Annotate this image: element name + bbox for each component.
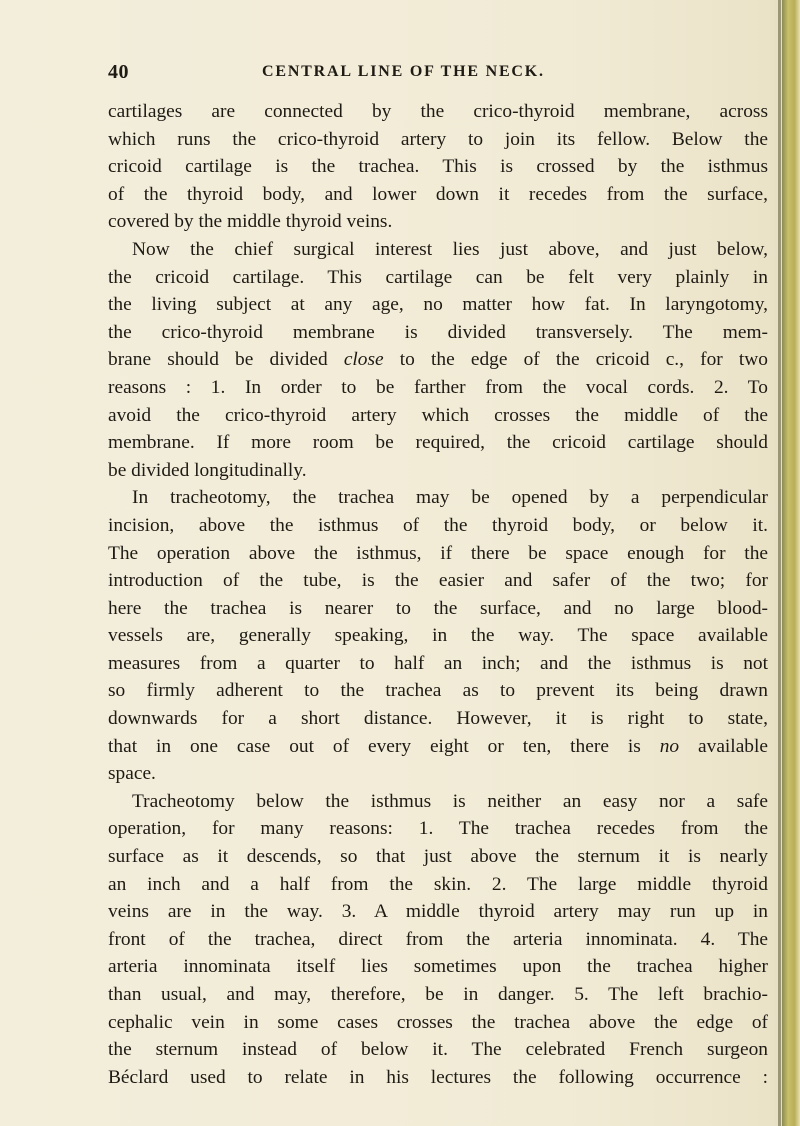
- text-line: vessels are, generally speaking, in the way. The space available: [108, 625, 768, 647]
- text-line: [108, 346, 768, 374]
- page-binding-edge: [782, 0, 800, 1126]
- italic-word: no: [659, 735, 680, 757]
- text-line: of the thyroid body, and lower down it recedes from the surface,: [108, 183, 768, 205]
- text-segment: to the edge of the cricoid c., for two: [383, 349, 768, 371]
- text-line: introduction of the tube, is the easier and safer of the two; for: [108, 570, 768, 592]
- text-line: measures from a quarter to half an inch; and the isthmus is not: [108, 652, 768, 674]
- text-line: the sternum instead of below it. The celebrated French surgeon: [108, 1039, 768, 1061]
- text-line: cephalic vein in some cases crosses the trachea above the edge of: [108, 1011, 768, 1033]
- italic-word: close: [343, 349, 384, 371]
- text-line: surface as it descends, so that just above the sternum it is nearly: [108, 846, 768, 868]
- text-line: space.: [108, 763, 156, 785]
- text-line: than usual, and may, therefore, be in danger. 5. The left brachio-: [108, 984, 768, 1005]
- text-line: veins are in the way. 3. A middle thyroid artery may run up in: [108, 901, 768, 923]
- text-line: reasons : 1. In order to be farther from the vocal cords. 2. To: [108, 376, 768, 398]
- text-line: Tracheotomy below the isthmus is neither an easy nor a safe: [132, 790, 768, 812]
- text-line: front of the trachea, direct from the arteria innominata. 4. The: [108, 928, 768, 950]
- page-edge-shadow: [778, 0, 781, 1126]
- text-line: an inch and a half from the skin. 2. The large middle thyroid: [108, 873, 768, 895]
- page-header: [0, 61, 780, 83]
- text-line: downwards for a short distance. However, it is right to state,: [108, 708, 768, 730]
- text-line: the crico-thyroid membrane is divided transversely. The mem-: [108, 321, 768, 343]
- text-line: be divided longitudinally.: [108, 459, 307, 481]
- text-line: so firmly adherent to the trachea as to prevent its being drawn: [108, 680, 768, 702]
- text-segment: available: [679, 735, 768, 757]
- text-line: here the trachea is nearer to the surface, and no large blood-: [108, 597, 768, 619]
- text-line: Now the chief surgical interest lies just above, and just below,: [132, 238, 768, 260]
- text-line: [108, 733, 768, 761]
- text-line: cricoid cartilage is the trachea. This is crossed by the isthmus: [108, 156, 768, 178]
- text-line: The operation above the isthmus, if there be space enough for the: [108, 542, 768, 564]
- text-segment: that in one case out of every eight or ten, there is: [108, 735, 660, 757]
- text-line: Béclard used to relate in his lectures the following occurrence :: [108, 1066, 768, 1088]
- text-line: the cricoid cartilage. This cartilage can be felt very plainly in: [108, 266, 768, 288]
- running-head: CENTRAL LINE OF THE NECK.: [262, 63, 545, 80]
- text-line: arteria innominata itself lies sometimes upon the trachea higher: [108, 956, 768, 978]
- text-line: the living subject at any age, no matter how fat. In laryngotomy,: [108, 294, 768, 316]
- text-line: incision, above the isthmus of the thyroid body, or below it.: [108, 514, 768, 536]
- text-line: covered by the middle thyroid veins.: [108, 211, 393, 233]
- text-line: which runs the crico-thyroid artery to join its fellow. Below the: [108, 128, 768, 150]
- text-line: membrane. If more room be required, the cricoid cartilage should: [108, 432, 768, 454]
- text-line: cartilages are connected by the crico-thyroid membrane, across: [108, 101, 768, 122]
- text-segment: brane should be divided: [108, 349, 344, 371]
- page-number: 40: [108, 61, 129, 83]
- text-line: avoid the crico-thyroid artery which crosses the middle of the: [108, 404, 768, 426]
- text-line: In tracheotomy, the trachea may be opened by a perpendicular: [132, 487, 768, 509]
- text-line: operation, for many reasons: 1. The trachea recedes from the: [108, 818, 768, 840]
- body-text: [108, 98, 768, 1091]
